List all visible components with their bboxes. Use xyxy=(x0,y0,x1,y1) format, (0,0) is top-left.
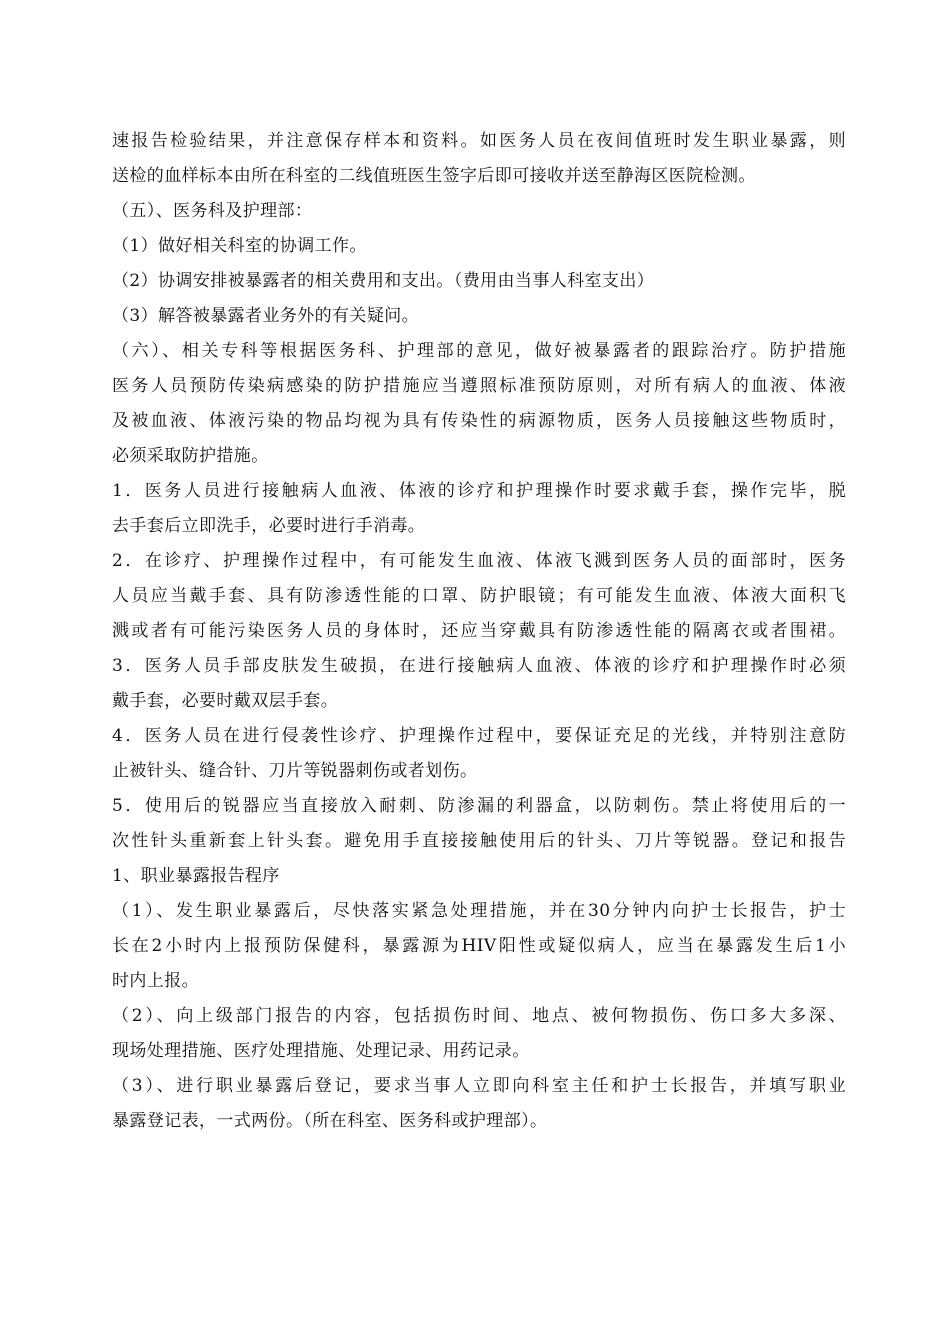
text-line: 1、职业暴露报告程序 xyxy=(112,866,280,886)
text-line: （2）协调安排被暴露者的相关费用和支出。（费用由当事人科室支出） xyxy=(112,271,655,291)
text-line: 3．医务人员手部皮肤发生破损，在进行接触病人血液、体液的诊疗和护理操作时必须 xyxy=(112,656,846,676)
text-line: 长在2小时内上报预防保健科，暴露源为HIV阳性或疑似病人，应当在暴露发生后1小 xyxy=(112,936,846,956)
text-line: 速报告检验结果，并注意保存样本和资料。如医务人员在夜间值班时发生职业暴露，则 xyxy=(112,131,846,151)
text-line: （3）解答被暴露者业务外的有关疑问。 xyxy=(112,306,420,326)
text-line: （3）、进行职业暴露后登记，要求当事人立即向科室主任和护士长报告，并填写职业 xyxy=(112,1076,846,1096)
text-line: 5．使用后的锐器应当直接放入耐刺、防渗漏的利器盒，以防刺伤。禁止将使用后的一 xyxy=(112,796,846,816)
text-line: 及被血液、体液污染的物品均视为具有传染性的病源物质，医务人员接触这些物质时， xyxy=(112,411,846,431)
document-page xyxy=(112,124,846,1139)
text-line: 去手套后立即洗手，必要时进行手消毒。 xyxy=(112,516,426,536)
text-line: 2．在诊疗、护理操作过程中，有可能发生血液、体液飞溅到医务人员的面部时，医务 xyxy=(112,551,846,571)
text-line: 送检的血样标本由所在科室的二线值班医生签字后即可接收并送至静海区医院检测。 xyxy=(112,166,756,186)
text-line: 暴露登记表，一式两份。（所在科室、医务科或护理部）。 xyxy=(112,1111,548,1131)
text-line: 人员应当戴手套、具有防渗透性能的口罩、防护眼镜；有可能发生血液、体液大面积飞 xyxy=(112,586,846,606)
text-line: （2）、向上级部门报告的内容，包括损伤时间、地点、被何物损伤、伤口多大多深、 xyxy=(112,1006,846,1026)
text-line: 必须采取防护措施。 xyxy=(112,446,269,466)
text-line: 现场处理措施、医疗处理措施、处理记录、用药记录。 xyxy=(112,1041,530,1061)
text-line: 次性针头重新套上针头套。避免用手直接接触使用后的针头、刀片等锐器。登记和报告 xyxy=(112,831,846,851)
text-line: （五）、医务科及护理部： xyxy=(112,201,313,221)
text-line: 止被针头、缝合针、刀片等锐器刺伤或者划伤。 xyxy=(112,761,478,781)
text-line: 戴手套，必要时戴双层手套。 xyxy=(112,691,339,711)
text-line: （六）、相关专科等根据医务科、护理部的意见，做好被暴露者的跟踪治疗。防护措施 xyxy=(112,341,846,361)
text-line: 1．医务人员进行接触病人血液、体液的诊疗和护理操作时要求戴手套，操作完毕，脱 xyxy=(112,481,846,501)
text-line: 溅或者有可能污染医务人员的身体时，还应当穿戴具有防渗透性能的隔离衣或者围裙。 xyxy=(112,621,846,641)
text-line: 4．医务人员在进行侵袭性诊疗、护理操作过程中，要保证充足的光线，并特别注意防 xyxy=(112,726,846,746)
text-line: （1）做好相关科室的协调工作。 xyxy=(112,236,367,256)
text-line: 医务人员预防传染病感染的防护措施应当遵照标准预防原则，对所有病人的血液、体液 xyxy=(112,376,846,396)
text-line: （1）、发生职业暴露后，尽快落实紧急处理措施，并在30分钟内向护士长报告，护士 xyxy=(112,901,846,921)
text-line: 时内上报。 xyxy=(112,971,199,991)
